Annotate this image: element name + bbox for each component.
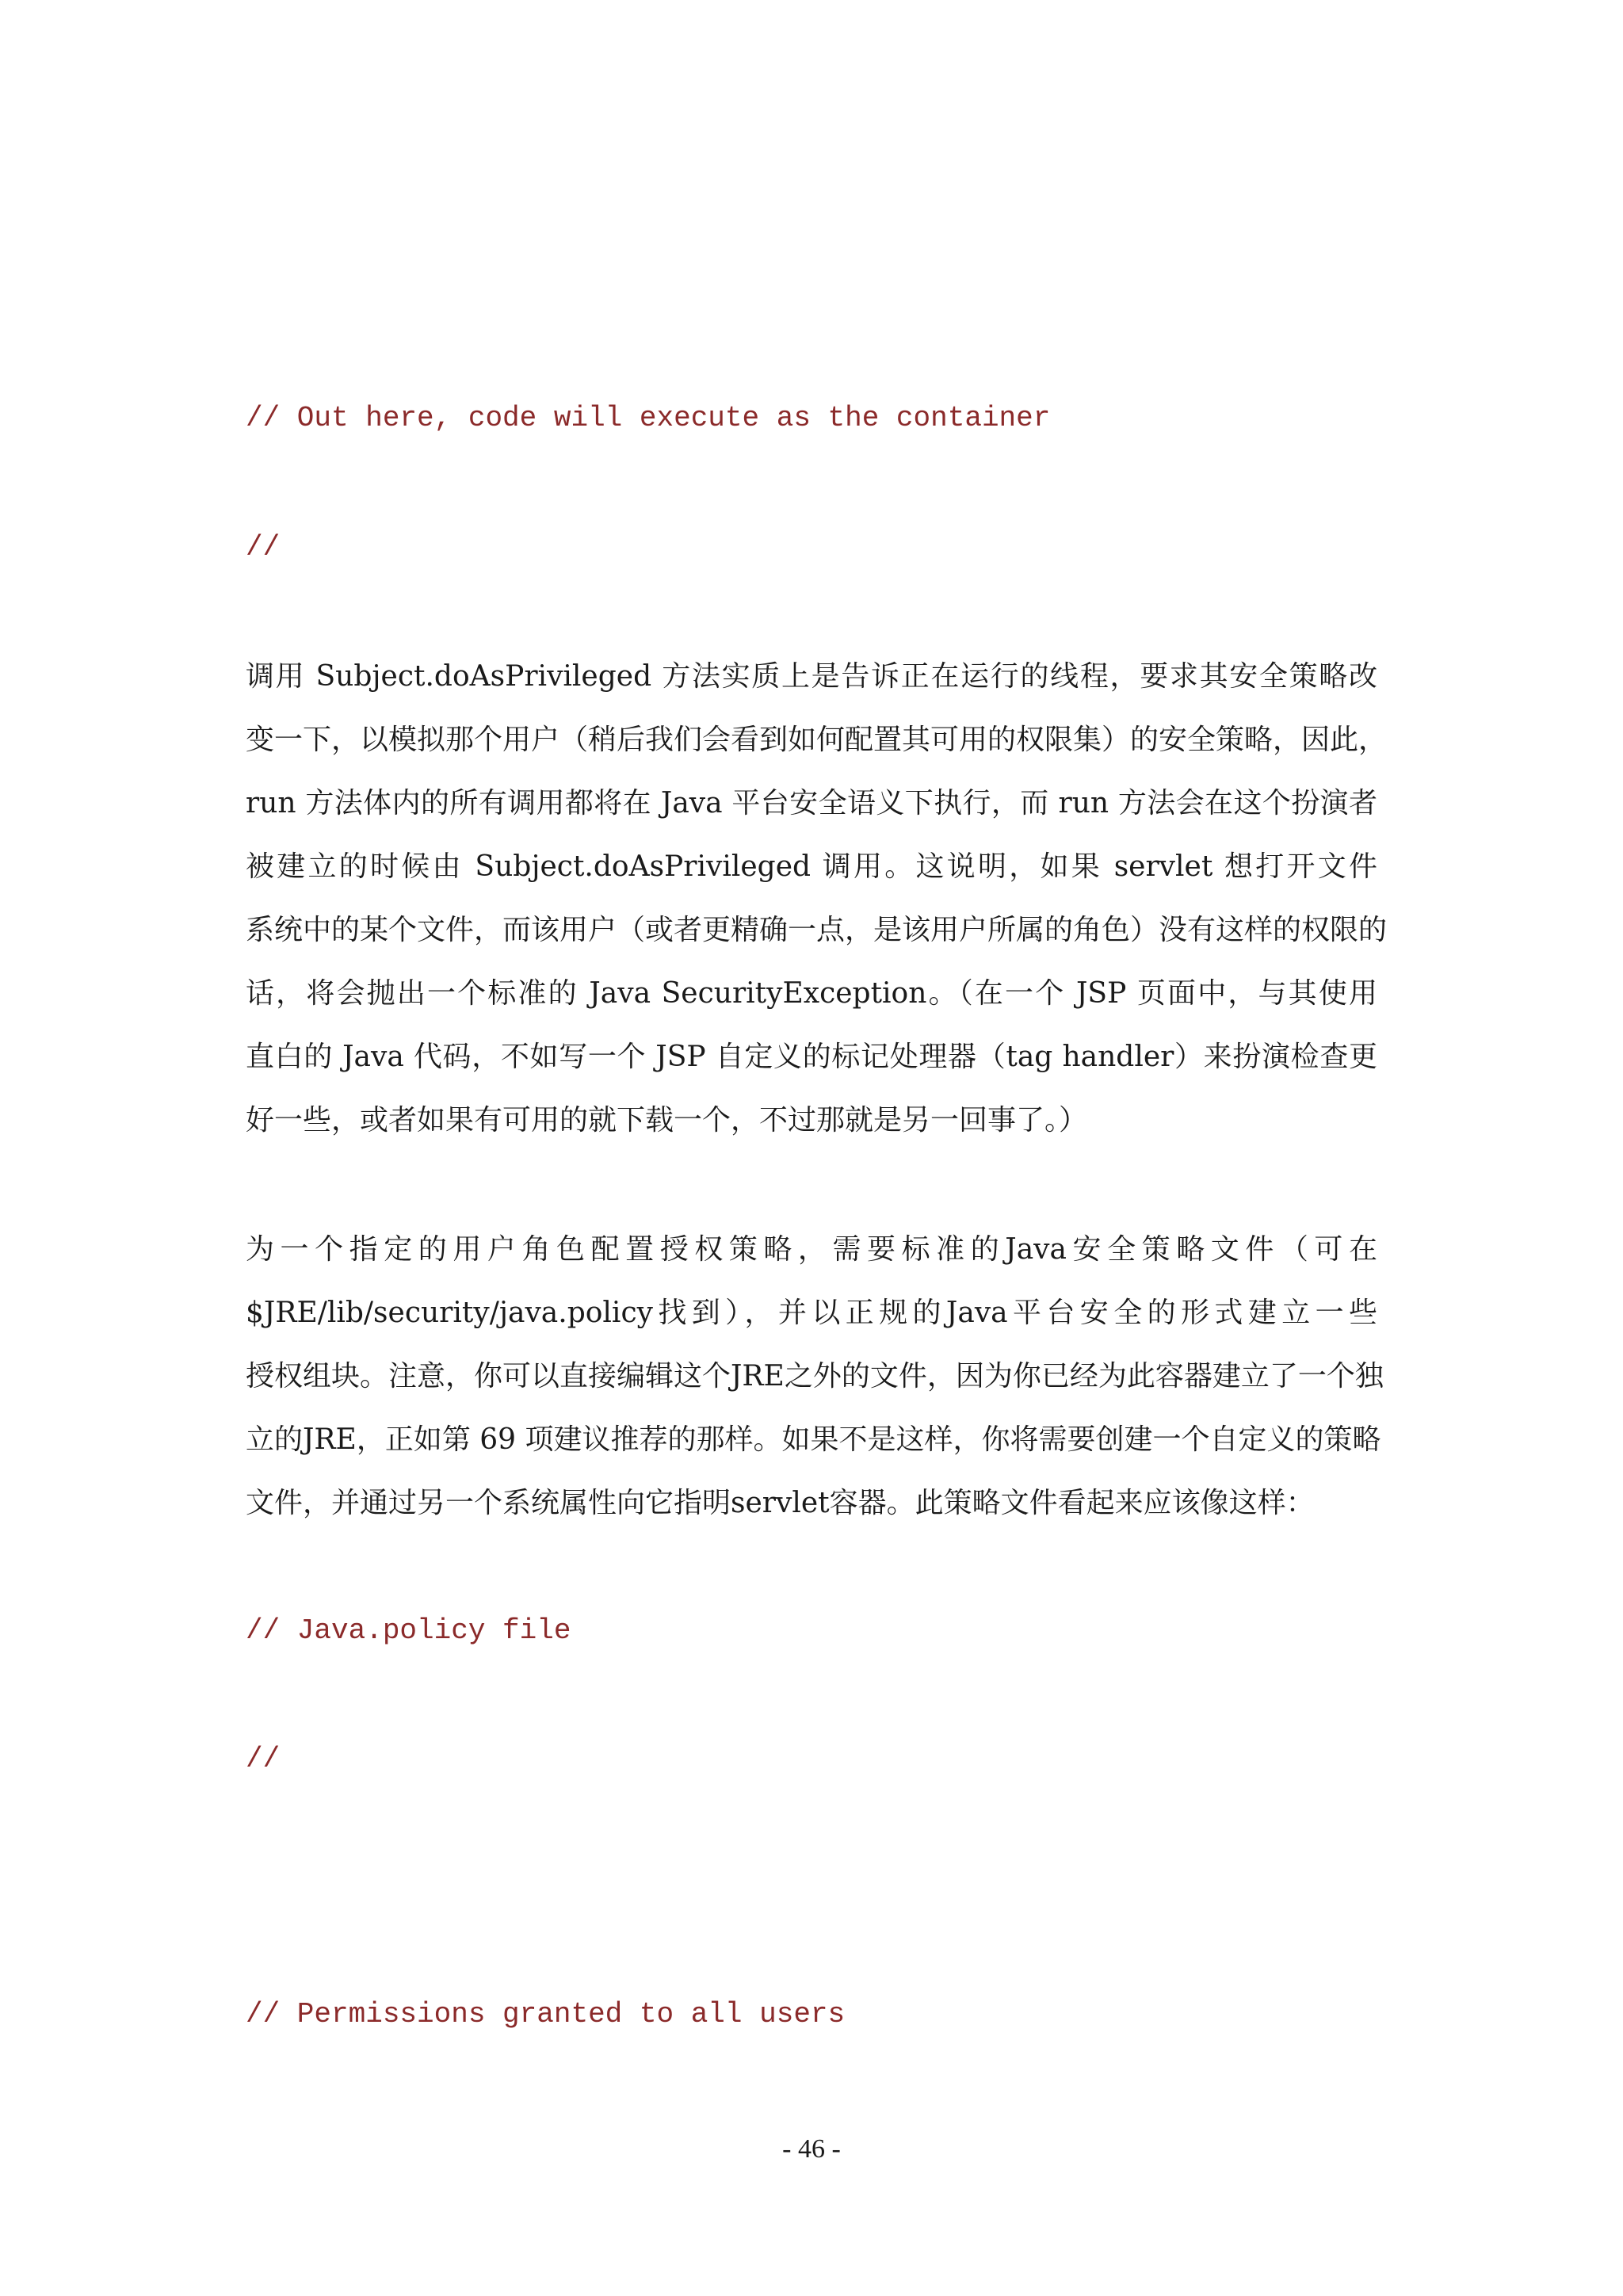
- paragraph-doasprivileged: [246, 645, 1388, 1152]
- paragraph-policy-config: [246, 1218, 1384, 1535]
- paragraph-line: 为一个指定的用户角色配置授权策略，需要标准的Java安全策略文件（可在: [246, 1233, 1377, 1266]
- paragraph-line: 好一些，或者如果有可用的就下载一个，不过那就是另一回事了。）: [246, 1104, 1088, 1137]
- paragraph-line: 调用 Subject.doAsPrivileged 方法实质上是告诉正在运行的线程，要求其安全策略改: [246, 660, 1377, 693]
- code-comment-policy-file: // Java.policy file: [246, 1614, 571, 1647]
- paragraph-line: 文件，并通过另一个系统属性向它指明servlet容器。此策略文件看起来应该像这样：: [246, 1487, 1315, 1519]
- page-number: - 46 -: [782, 2134, 841, 2164]
- paragraph-line: $JRE/lib/security/java.policy找到），并以正规的Java平台安全的形式建立一些: [246, 1297, 1377, 1329]
- paragraph-line: 授权组块。注意，你可以直接编辑这个JRE之外的文件，因为你已经为此容器建立了一个独: [246, 1360, 1384, 1392]
- paragraph-line: 直白的 Java 代码，不如写一个 JSP 自定义的标记处理器（tag handler）来扮演检查更: [246, 1041, 1377, 1073]
- paragraph-line: 话，将会抛出一个标准的 Java SecurityException。（在一个 JSP 页面中，与其使用: [246, 977, 1377, 1010]
- paragraph-line: 变一下，以模拟那个用户（稍后我们会看到如何配置其可用的权限集）的安全策略，因此，: [246, 724, 1388, 756]
- code-comment-permissions: // Permissions granted to all users: [246, 1998, 846, 2030]
- paragraph-line: 被建立的时候由 Subject.doAsPrivileged 调用。这说明，如果 servlet 想打开文件: [246, 850, 1377, 883]
- code-comment-slash: //: [246, 531, 281, 563]
- code-comment-slash: //: [246, 1743, 281, 1775]
- paragraph-line: run 方法体内的所有调用都将在 Java 平台安全语义下执行，而 run 方法会在这个扮演者: [246, 787, 1377, 819]
- paragraph-line: 立的JRE，正如第 69 项建议推荐的那样。如果不是这样，你将需要创建一个自定义的策略: [246, 1423, 1381, 1456]
- paragraph-line: 系统中的某个文件，而该用户（或者更精确一点，是该用户所属的角色）没有这样的权限的: [246, 914, 1388, 946]
- code-comment-out-here: // Out here, code will execute as the container: [246, 402, 1051, 434]
